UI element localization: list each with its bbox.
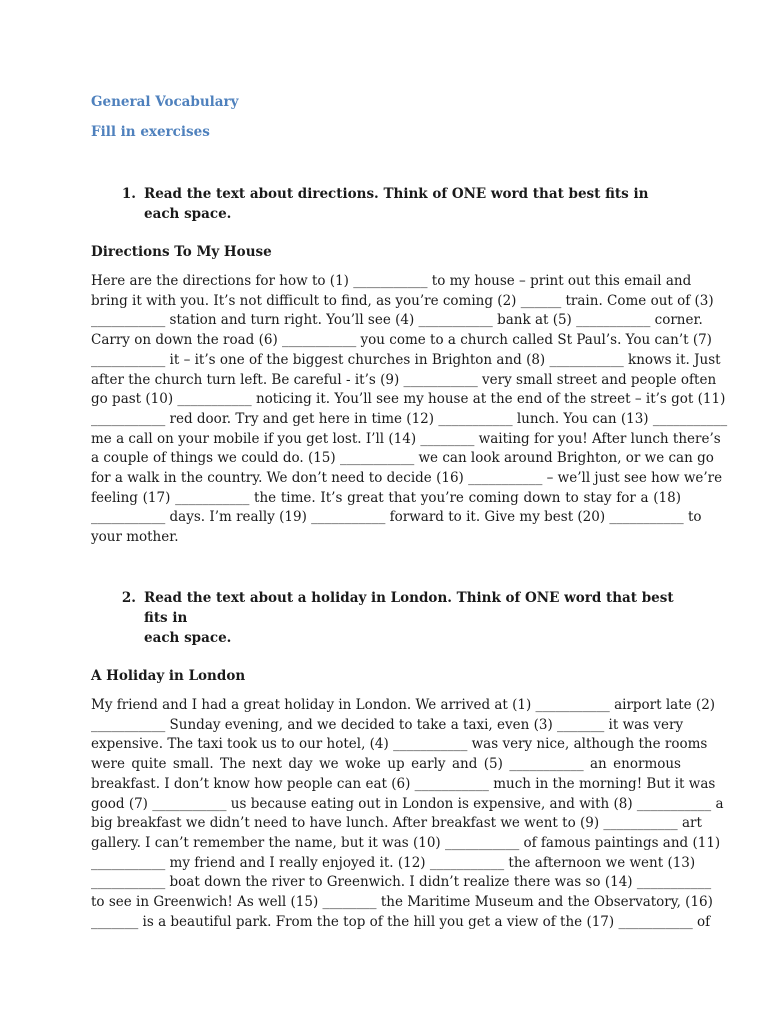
task-1-instruction <box>91 184 681 224</box>
task-2-passage <box>91 696 724 932</box>
passage-line: were quite small. The next day we woke up early and (5) ___________ an enormous <box>91 756 681 773</box>
task-1-number: 1. <box>121 186 136 202</box>
task-1-heading: Directions To My House <box>91 244 272 260</box>
passage-line: Carry on down the road (6) ___________ you come to a church called St Paul’s. You can’t (7) <box>91 332 712 349</box>
task-2-instruction-line: each space. <box>144 630 232 646</box>
task-1-passage <box>91 272 728 548</box>
task-2-heading: A Holiday in London <box>91 668 246 684</box>
document-title: General Vocabulary <box>91 94 239 110</box>
passage-line: good (7) ___________ us because eating out in London is expensive, and with (8) ___________ a <box>91 795 724 812</box>
task-1-instruction-text: Read the text about directions. Think of ONE word that best fits in each space. <box>144 186 649 222</box>
passage-line: to see in Greenwich! As well (15) ________ the Maritime Museum and the Observatory, (16) <box>91 894 713 911</box>
task-2-instruction-text <box>136 588 681 648</box>
task-2-number: 2. <box>121 590 136 606</box>
passage-line: big breakfast we didn’t need to have lunch. After breakfast we went to (9) ___________ art <box>91 815 702 832</box>
passage-line: My friend and I had a great holiday in London. We arrived at (1) ___________ airport late (2) <box>91 697 716 713</box>
passage-line: feeling (17) ___________ the time. It’s great that you’re coming down to stay for a (18) <box>91 489 681 506</box>
document-subtitle: Fill in exercises <box>91 124 210 140</box>
passage-line: a couple of things we could do. (15) ___________ we can look around Brighton, or we can go <box>91 450 714 467</box>
passage-line: ___________ it – it’s one of the biggest churches in Brighton and (8) ___________ knows it. Just <box>91 351 721 368</box>
passage-line: ___________ Sunday evening, and we decided to take a taxi, even (3) _______ it was very <box>91 716 684 733</box>
passage-line: Here are the directions for how to (1) ___________ to my house – print out this email and <box>91 273 692 289</box>
passage-line: _______ is a beautiful park. From the top of the hill you get a view of the (17) ___________ of <box>91 913 711 930</box>
passage-line: ___________ days. I’m really (19) ___________ forward to it. Give my best (20) ___________ to <box>91 509 702 526</box>
passage-line: ___________ boat down the river to Greenwich. I didn’t realize there was so (14) ___________ <box>91 874 712 891</box>
task-2-instruction-line: Read the text about a holiday in London. Think of ONE word that best fits in <box>144 590 674 626</box>
passage-line: breakfast. I don’t know how people can eat (6) ___________ much in the morning! But it was <box>91 775 716 792</box>
task-2-instruction <box>91 588 681 648</box>
passage-line: gallery. I can’t remember the name, but it was (10) ___________ of famous paintings and (11) <box>91 834 721 851</box>
passage-line: after the church turn left. Be careful - it’s (9) ___________ very small street and people often <box>91 371 717 388</box>
passage-line: me a call on your mobile if you get lost. I’ll (14) ________ waiting for you! After lunch there’s <box>91 430 721 447</box>
passage-line: ___________ station and turn right. You’ll see (4) ___________ bank at (5) ___________ corner. <box>91 312 703 329</box>
passage-line: ___________ red door. Try and get here in time (12) ___________ lunch. You can (13) ___________ <box>91 410 728 427</box>
passage-line: go past (10) ___________ noticing it. You’ll see my house at the end of the street – it’s got (11) <box>91 391 726 408</box>
passage-line: your mother. <box>91 529 179 546</box>
passage-line: bring it with you. It’s not difficult to find, as you’re coming (2) ______ train. Come out of (3) <box>91 292 714 309</box>
passage-line: for a walk in the country. We don’t need to decide (16) ___________ – we’ll just see how we’re <box>91 470 723 487</box>
passage-line: expensive. The taxi took us to our hotel, (4) ___________ was very nice, although the rooms <box>91 736 708 753</box>
passage-line: ___________ my friend and I really enjoyed it. (12) ___________ the afternoon we went (13) <box>91 854 696 871</box>
